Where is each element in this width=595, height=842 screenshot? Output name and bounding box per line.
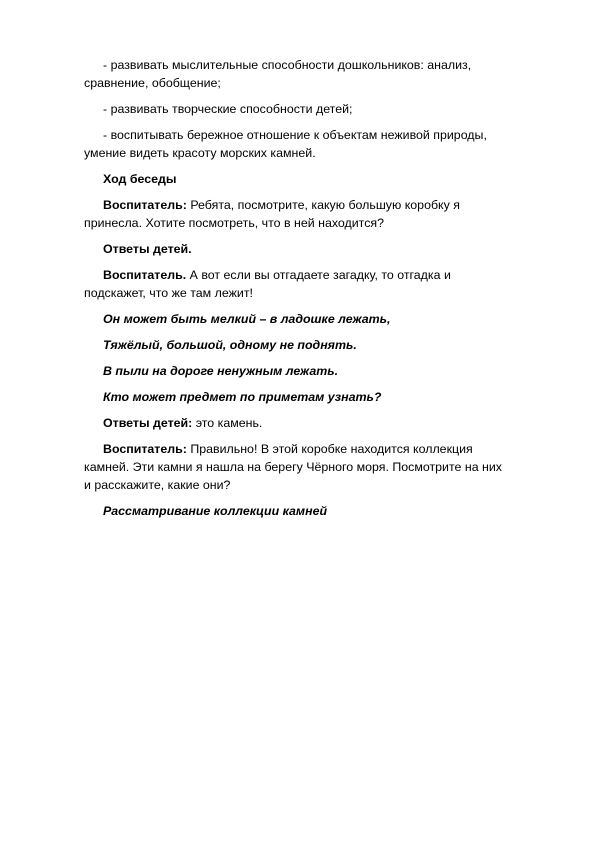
speaker-label: Воспитатель.	[103, 268, 187, 282]
goal-text: - развивать творческие способности детей;	[103, 102, 353, 116]
speaker-label: Воспитатель:	[103, 442, 187, 456]
goal-text: - воспитывать бережное отношение к объектам неживой природы, умение видеть красоту морских камней.	[84, 128, 487, 160]
riddle-text: Он может быть мелкий – в ладошке лежать,	[103, 312, 391, 326]
riddle-line	[84, 388, 512, 406]
dialogue-line	[84, 440, 512, 494]
activity-heading	[84, 502, 512, 520]
riddle-line	[84, 310, 512, 328]
riddle-text: Кто может предмет по приметам узнать?	[103, 390, 382, 404]
dialogue-line	[84, 266, 512, 302]
activity-heading-text: Рассматривание коллекции камней	[103, 504, 328, 518]
dialogue-line	[84, 414, 512, 432]
riddle-text: В пыли на дороге ненужным лежать.	[103, 364, 339, 378]
dialogue-text: Ребята, посмотрите, какую большую коробку я принесла. Хотите посмотреть, что в ней находится?	[84, 198, 460, 230]
speaker-label: Воспитатель:	[103, 198, 187, 212]
goal-item	[84, 56, 512, 92]
riddle-line	[84, 362, 512, 380]
goal-item	[84, 126, 512, 162]
speaker-label: Ответы детей:	[103, 416, 193, 430]
goal-text: - развивать мыслительные способности дошкольников: анализ, сравнение, обобщение;	[84, 58, 472, 90]
document-body	[84, 56, 512, 528]
section-heading-text: Ход беседы	[103, 172, 177, 186]
dialogue-text: Правильно! В этой коробке находится коллекция камней. Эти камни я нашла на берегу Чёрного моря. Посмотрите на них и расскажите, какие они?	[84, 442, 502, 492]
dialogue-text: это камень.	[192, 416, 263, 430]
riddle-text: Тяжёлый, большой, одному не поднять.	[103, 338, 357, 352]
dialogue-line	[84, 196, 512, 232]
children-answer	[84, 240, 512, 258]
section-heading	[84, 170, 512, 188]
dialogue-text: А вот если вы отгадаете загадку, то отгадка и подскажет, что же там лежит!	[84, 268, 451, 300]
children-answer-text: Ответы детей.	[103, 242, 192, 256]
riddle-line	[84, 336, 512, 354]
goal-item	[84, 100, 512, 118]
